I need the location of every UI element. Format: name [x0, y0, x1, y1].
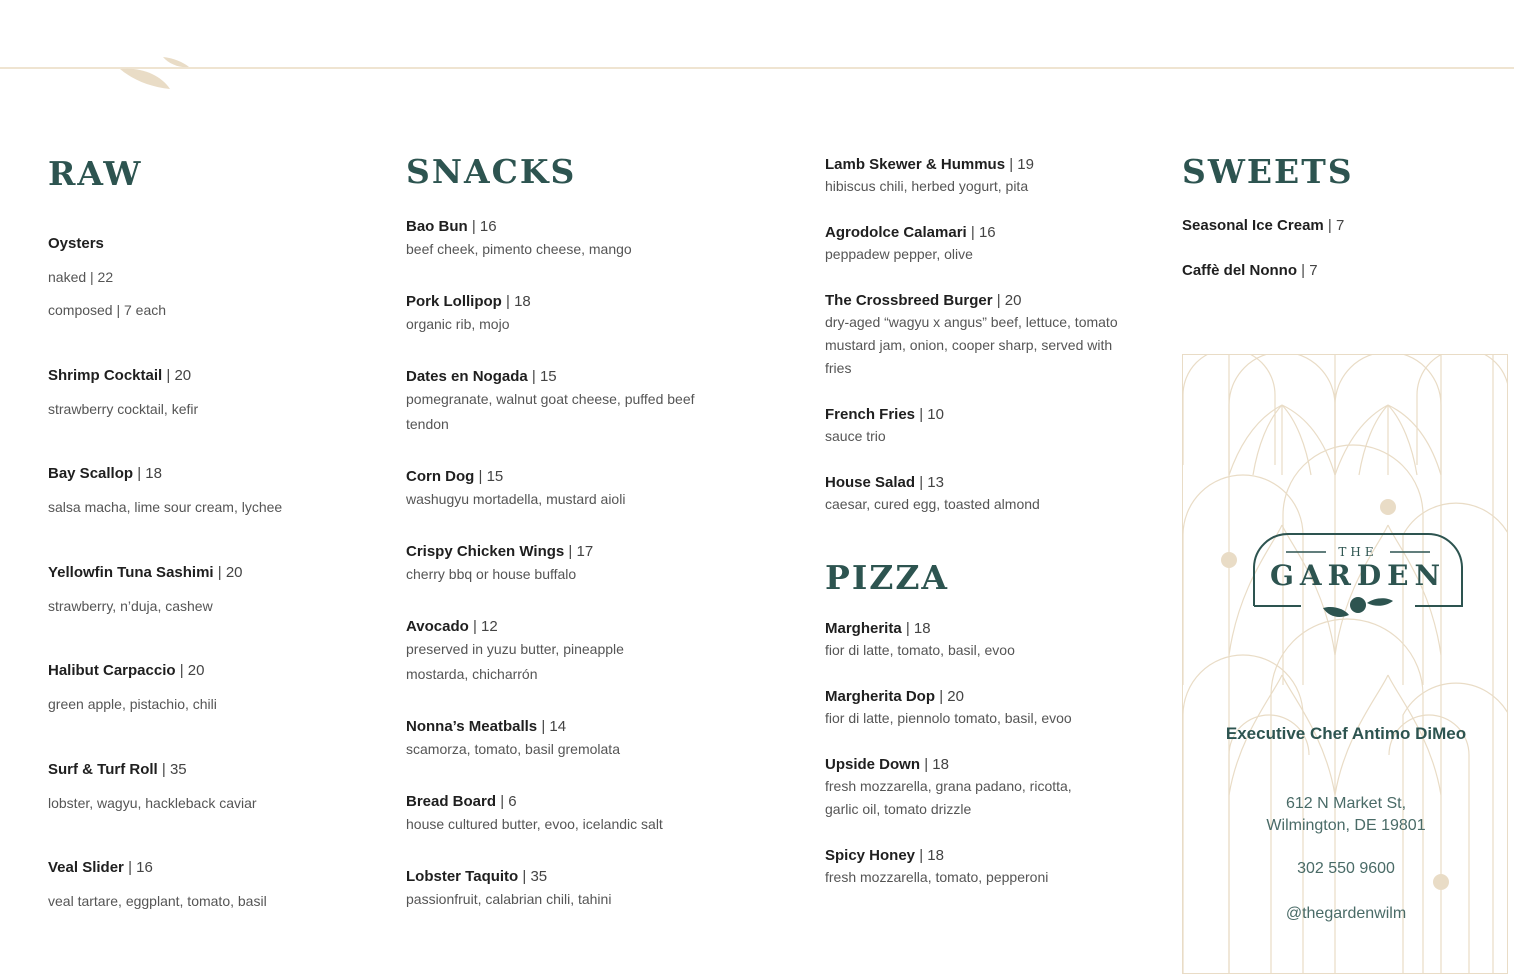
raw-menu-list	[48, 234, 368, 957]
item-price: | 15	[478, 468, 504, 485]
item-description: strawberry cocktail, kefir	[48, 400, 199, 417]
menu-item	[825, 755, 1155, 821]
snacks-menu-list	[406, 217, 736, 942]
item-name: Lobster Taquito	[406, 868, 519, 885]
menu-item	[406, 792, 736, 867]
item-price: | 7	[1327, 217, 1345, 234]
item-name: Nonna’s Meatballs	[406, 718, 538, 735]
item-price: | 35	[522, 868, 548, 885]
item-description: strawberry, n’duja, cashew	[48, 597, 213, 614]
item-description: washugyu mortadella, mustard aioli	[406, 491, 626, 507]
item-description: fresh mozzarella, grana padano, ricotta,	[825, 778, 1072, 794]
sweets-menu-list	[1182, 216, 1502, 306]
menu-item	[406, 367, 736, 467]
item-description: lobster, wagyu, hackleback caviar	[48, 794, 257, 811]
item-name: Crispy Chicken Wings	[406, 543, 565, 560]
item-name: Caffè del Nonno	[1182, 262, 1297, 279]
item-description: sauce trio	[825, 428, 886, 444]
item-description: tendon	[406, 416, 449, 432]
item-name: Veal Slider	[48, 859, 124, 876]
item-price: | 18	[924, 756, 949, 773]
menu-item	[406, 292, 736, 367]
item-name: Bread Board	[406, 793, 497, 810]
item-name: Bao Bun	[406, 218, 468, 235]
menu-item	[48, 661, 368, 760]
menu-item	[825, 223, 1155, 266]
item-price: | 20	[996, 292, 1022, 309]
item-description: fries	[825, 360, 852, 376]
item-name: Dates en Nogada	[406, 368, 528, 385]
item-price: | 16	[471, 218, 497, 235]
art-deco-pattern	[1183, 355, 1508, 974]
chef-name: Executive Chef Antimo DiMeo	[1225, 724, 1467, 743]
item-description: passionfruit, calabrian chili, tahini	[406, 891, 612, 907]
menu-item	[1182, 216, 1502, 261]
item-name: Pork Lollipop	[406, 293, 502, 310]
address	[1183, 793, 1508, 837]
item-name: Margherita Dop	[825, 688, 936, 705]
item-name: House Salad	[825, 474, 916, 491]
item-price: | 16	[128, 859, 153, 876]
menu-item	[825, 473, 1155, 516]
item-description: house cultured butter, evoo, icelandic salt	[406, 816, 663, 832]
item-name: Avocado	[406, 618, 469, 635]
item-price: | 12	[472, 618, 498, 635]
item-description: pomegranate, walnut goat cheese, puffed beef	[406, 391, 695, 407]
item-price: | 14	[541, 718, 567, 735]
item-description: dry-aged “wagyu x angus” beef, lettuce, tomato	[825, 314, 1118, 330]
item-price: | 35	[161, 760, 187, 778]
social-handle: @thegardenwilm	[1285, 905, 1407, 922]
menu-item	[48, 366, 368, 465]
item-name: Bay Scallop	[48, 465, 134, 482]
menu-item	[406, 617, 736, 717]
address-line: 612 N Market St,	[1285, 795, 1407, 812]
item-description: fior di latte, piennolo tomato, basil, evoo	[825, 710, 1072, 726]
menu-item	[825, 619, 1155, 662]
section-title-pizza: PIZZA	[825, 558, 950, 597]
item-name: French Fries	[825, 406, 916, 423]
item-price: | 6	[500, 793, 517, 810]
phone-number: 302 550 9600	[1297, 860, 1395, 877]
item-price: | 19	[1009, 156, 1034, 173]
menu-item	[406, 467, 736, 542]
item-name: Halibut Carpaccio	[48, 662, 176, 679]
item-name: Oysters	[48, 235, 104, 252]
menu-item	[825, 687, 1155, 730]
menu-item	[48, 464, 368, 563]
item-option: naked | 22	[48, 269, 114, 285]
section-title-sweets: SWEETS	[1182, 152, 1354, 191]
item-price: | 20	[179, 662, 205, 679]
restaurant-logo	[1253, 533, 1463, 623]
item-price: | 20	[939, 688, 964, 705]
menu-item	[48, 563, 368, 662]
item-description: cherry bbq or house buffalo	[406, 566, 577, 582]
menu-item	[825, 846, 1155, 889]
item-description: preserved in yuzu butter, pineapple	[406, 641, 624, 657]
item-description: peppadew pepper, olive	[825, 246, 973, 262]
item-name: Lamb Skewer & Hummus	[825, 156, 1006, 173]
item-description: salsa macha, lime sour cream, lychee	[48, 499, 283, 515]
mains-menu-list	[825, 155, 1155, 541]
item-price: | 10	[919, 406, 944, 423]
item-description: hibiscus chili, herbed yogurt, pita	[825, 178, 1029, 194]
item-name: Surf & Turf Roll	[48, 760, 158, 778]
menu-item	[825, 291, 1155, 380]
address-line: Wilmington, DE 19801	[1266, 817, 1426, 834]
item-name: Corn Dog	[406, 468, 475, 485]
item-description: garlic oil, tomato drizzle	[825, 801, 972, 817]
item-name: Spicy Honey	[825, 847, 916, 864]
item-description: mostarda, chicharrón	[406, 666, 538, 682]
item-description: fresh mozzarella, tomato, pepperoni	[825, 869, 1049, 885]
menu-item	[48, 760, 368, 859]
section-title-snacks: SNACKS	[406, 152, 577, 191]
item-description: fior di latte, tomato, basil, evoo	[825, 642, 1015, 658]
top-divider	[0, 67, 1514, 69]
item-name: Seasonal Ice Cream	[1182, 217, 1324, 234]
item-price: | 13	[919, 474, 944, 491]
logo-the-text: THE	[1338, 545, 1378, 559]
item-name: Margherita	[825, 620, 902, 637]
menu-item	[406, 717, 736, 792]
item-name: Yellowfin Tuna Sashimi	[48, 563, 214, 581]
pizza-menu-list	[825, 619, 1155, 914]
section-title-raw: RAW	[48, 154, 143, 193]
item-name: Agrodolce Calamari	[825, 224, 967, 241]
item-price: | 17	[568, 543, 594, 560]
brand-panel	[1182, 354, 1508, 974]
item-price: | 18	[905, 620, 931, 637]
item-price: | 20	[217, 563, 243, 581]
item-price: | 7	[1301, 262, 1318, 279]
item-name: The Crossbreed Burger	[825, 292, 993, 309]
item-price: | 16	[970, 224, 996, 241]
item-description: scamorza, tomato, basil gremolata	[406, 741, 620, 757]
leaf-decoration-icon	[115, 52, 195, 92]
item-description: green apple, pistachio, chili	[48, 696, 217, 712]
item-price: | 20	[166, 366, 192, 384]
item-description: organic rib, mojo	[406, 316, 510, 332]
menu-item	[48, 858, 368, 957]
logo-garden-text: GARDEN	[1269, 559, 1447, 592]
menu-item	[406, 217, 736, 292]
menu-item	[406, 542, 736, 617]
menu-item-oysters	[48, 234, 368, 366]
item-option: composed | 7 each	[48, 302, 167, 318]
menu-item	[825, 405, 1155, 448]
item-name: Shrimp Cocktail	[48, 366, 163, 384]
menu-item	[825, 155, 1155, 198]
item-price: | 18	[506, 293, 531, 310]
item-description: beef cheek, pimento cheese, mango	[406, 241, 632, 257]
item-description: mustard jam, onion, cooper sharp, served with	[825, 337, 1113, 353]
menu-item	[406, 867, 736, 942]
item-description: caesar, cured egg, toasted almond	[825, 496, 1040, 512]
item-price: | 15	[531, 368, 557, 385]
menu-item	[1182, 261, 1502, 306]
item-price: | 18	[137, 465, 162, 482]
item-name: Upside Down	[825, 756, 921, 773]
item-description: veal tartare, eggplant, tomato, basil	[48, 893, 267, 909]
item-price: | 18	[919, 847, 944, 864]
